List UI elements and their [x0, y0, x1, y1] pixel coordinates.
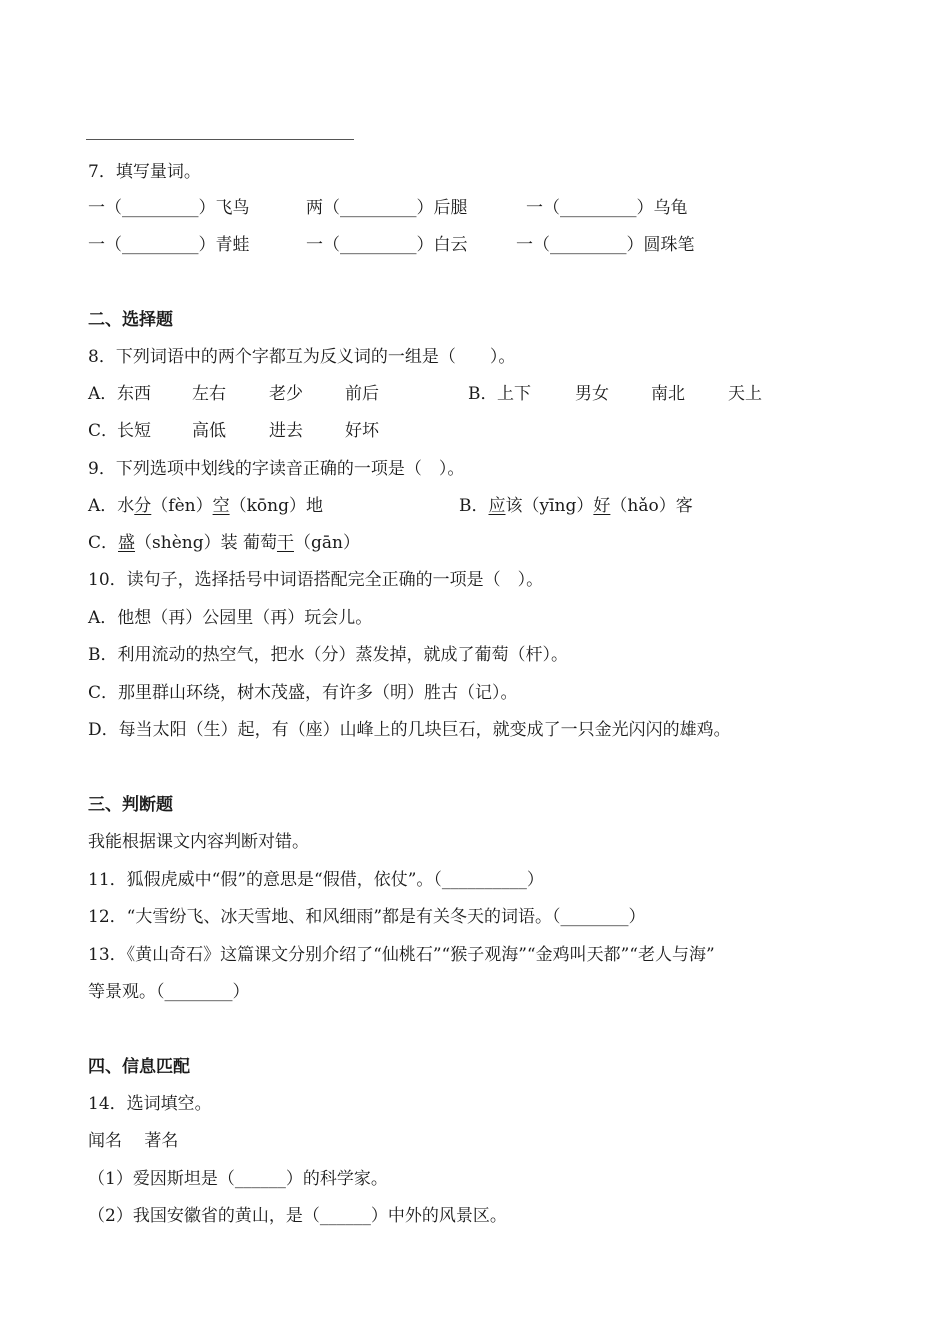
q9-option-c [88, 533, 360, 553]
q13-line2: 等景观。（________） [88, 982, 250, 1002]
q8-option-a-word: 前后 [345, 384, 379, 404]
underlined-char: 分 [134, 496, 152, 516]
q7-blank-5: 一（_________）白云 [306, 235, 468, 255]
option-label: A． [88, 496, 118, 516]
q10-option-c: C．那里群山环绕，树木茂盛，有许多（明）胜古（记）。 [88, 683, 518, 703]
q14-item-1: （1）爱因斯坦是（______）的科学家。 [88, 1169, 388, 1189]
option-label: C． [88, 533, 119, 553]
section-heading-choice: 二、选择题 [88, 310, 173, 330]
q8-option-a-word: 老少 [269, 384, 303, 404]
q8-option-c-label: C． [88, 421, 119, 441]
underlined-char: 干 [276, 533, 294, 553]
section-heading-match: 四、信息匹配 [88, 1057, 190, 1077]
q8-option-a-word: 左右 [192, 384, 226, 404]
underlined-char: 盛 [118, 533, 136, 553]
q11: 11．狐假虎威中“假”的意思是“假借，依仗”。（__________） [88, 870, 544, 890]
q8-option-c-word: 好坏 [345, 421, 379, 441]
option-text: （gān） [293, 533, 360, 553]
option-text: （fèn） [151, 496, 213, 516]
option-text: （shèng）装 葡萄 [135, 533, 277, 553]
q12: 12．“大雪纷飞、冰天雪地、和风细雨”都是有关冬天的词语。（________） [88, 907, 646, 927]
q10-option-d: D．每当太阳（生）起，有（座）山峰上的几块巨石，就变成了一只金光闪闪的雄鸡。 [88, 720, 731, 740]
underlined-char: 应 [488, 496, 506, 516]
option-text: 该（yīng） [505, 496, 594, 516]
q7-blank-6: 一（_________）圆珠笔 [516, 235, 695, 255]
q8-option-b-word: 天上 [728, 384, 762, 404]
q8-option-b-word: 上下 [497, 384, 531, 404]
section-heading-judge: 三、判断题 [88, 795, 173, 815]
q14-word-bank: 闻名 著名 [88, 1131, 179, 1151]
q8-option-c-word: 进去 [269, 421, 303, 441]
q14-title: 14．选词填空。 [88, 1094, 212, 1114]
q8-option-b-label: B． [468, 384, 498, 404]
underlined-char: 空 [212, 496, 230, 516]
q7-blank-2: 两（_________）后腿 [306, 198, 468, 218]
q7-title: 7．填写量词。 [88, 162, 201, 182]
underlined-char: 好 [593, 496, 611, 516]
option-text: 水 [117, 496, 135, 516]
q10-option-b: B．利用流动的热空气，把水（分）蒸发掉，就成了葡萄（杆）。 [88, 645, 568, 665]
q9-option-a [88, 496, 323, 516]
q8-option-b-word: 南北 [651, 384, 685, 404]
option-text: （hǎo）客 [610, 496, 693, 516]
q8-option-c-word: 高低 [192, 421, 226, 441]
q8-option-a-label: A． [88, 384, 118, 404]
q8-stem: 8．下列词语中的两个字都互为反义词的一组是（ ）。 [88, 347, 516, 367]
q9-stem: 9．下列选项中划线的字读音正确的一项是（ ）。 [88, 459, 465, 479]
q8-option-b-word: 男女 [575, 384, 609, 404]
q13-line1: 13．《黄山奇石》这篇课文分别介绍了“仙桃石”“猴子观海”“金鸡叫天都”“老人与海” [88, 945, 715, 965]
section3-intro: 我能根据课文内容判断对错。 [88, 832, 309, 852]
q7-blank-4: 一（_________）青蛙 [88, 235, 250, 255]
q10-stem: 10．读句子，选择括号中词语搭配完全正确的一项是（ ）。 [88, 570, 544, 590]
q7-blank-1: 一（_________）飞鸟 [88, 198, 250, 218]
option-text: （kōng）地 [229, 496, 323, 516]
option-label: B． [459, 496, 489, 516]
q8-option-a-word: 东西 [117, 384, 151, 404]
q14-item-2: （2）我国安徽省的黄山，是（______）中外的风景区。 [88, 1206, 507, 1226]
q7-blank-3: 一（_________）乌龟 [526, 198, 688, 218]
q8-option-c-word: 长短 [117, 421, 151, 441]
q9-option-b [459, 496, 693, 516]
q10-option-a: A．他想（再）公园里（再）玩会儿。 [88, 608, 373, 628]
top-divider-line [86, 139, 354, 140]
